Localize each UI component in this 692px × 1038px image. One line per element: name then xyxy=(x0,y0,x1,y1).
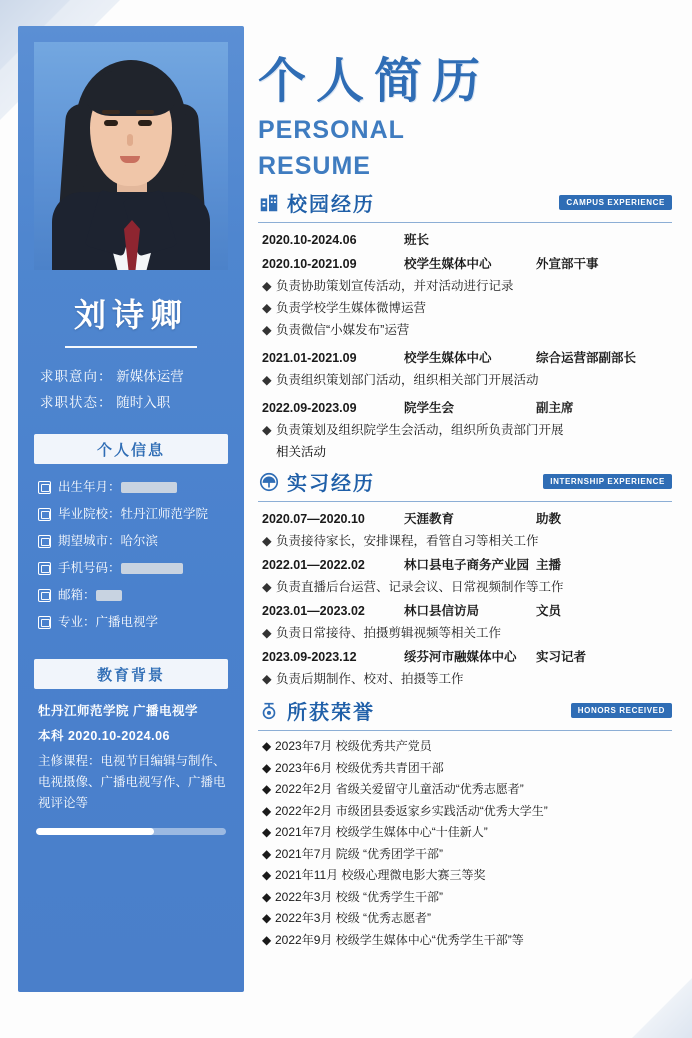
location-icon xyxy=(38,535,51,548)
bullet-text: 负责微信“小媒发布”运营 xyxy=(276,323,410,337)
job-status-label: 求职状态： xyxy=(40,395,113,410)
job-status-row xyxy=(40,390,228,416)
entry-date: 2021.01-2021.09 xyxy=(262,351,357,365)
internship-header xyxy=(258,467,672,496)
table-row xyxy=(262,347,672,369)
list-item xyxy=(262,297,672,319)
entry-role: 副主席 xyxy=(536,401,574,415)
diamond-bullet-icon: ◆ xyxy=(262,626,272,640)
bullet-text: 负责日常接待、拍摄剪辑视频等相关工作 xyxy=(276,626,502,640)
diamond-bullet-icon: ◆ xyxy=(262,911,272,925)
honors-tag: HONORS RECEIVED xyxy=(571,703,672,718)
table-row xyxy=(262,600,672,622)
bullet-text: 负责后期制作、校对、拍摄等工作 xyxy=(276,672,464,686)
entry-role xyxy=(536,229,672,251)
entry-role: 综合运营部副部长 xyxy=(536,351,637,365)
bullet-text: 负责协助策划宣传活动，并对活动进行记录 xyxy=(276,279,514,293)
section-internship-experience xyxy=(258,467,672,690)
honors-list xyxy=(258,736,672,951)
honors-divider xyxy=(258,730,672,731)
list-item xyxy=(262,369,672,391)
page-title-en-line2: RESUME xyxy=(258,152,371,180)
entry-org: 校学生媒体中心 xyxy=(404,351,492,365)
bullet-continuation: 相关活动 xyxy=(276,445,327,459)
diamond-bullet-icon: ◆ xyxy=(262,301,272,315)
page-title: 个人简历 xyxy=(258,55,491,108)
job-intent-value: 新媒体运营 xyxy=(116,369,184,384)
table-row xyxy=(262,397,672,419)
mail-icon xyxy=(38,589,51,602)
entry-role: 实习记者 xyxy=(536,650,587,664)
list-item xyxy=(262,865,672,887)
list-item xyxy=(262,908,672,930)
list-item xyxy=(262,576,672,598)
section-campus-experience xyxy=(258,188,672,463)
table-row xyxy=(262,229,672,251)
honor-text: 2022年2月 市级团县委返家乡实践活动“优秀大学生” xyxy=(275,803,548,818)
diamond-bullet-icon: ◆ xyxy=(262,760,272,775)
umbrella-icon xyxy=(258,471,280,493)
info-value: 广播电视学 xyxy=(95,615,159,629)
diamond-bullet-icon: ◆ xyxy=(262,373,272,387)
education-degree: 本科 2020.10-2024.06 xyxy=(38,729,171,743)
campus-tag: CAMPUS EXPERIENCE xyxy=(559,195,672,210)
school-icon xyxy=(38,508,51,521)
entry-date: 2020.07—2020.10 xyxy=(262,512,365,526)
list-item xyxy=(262,801,672,823)
courses-line1: 电视节目编辑与制作、 xyxy=(100,754,226,768)
entry-org: 林口县信访局 xyxy=(404,604,480,618)
entry-date: 2023.01—2023.02 xyxy=(262,604,365,618)
diamond-bullet-icon: ◆ xyxy=(262,932,272,947)
honor-text: 2023年7月 校级优秀共产党员 xyxy=(275,739,432,753)
table-row xyxy=(262,646,672,668)
info-value: 牡丹江师范学院 xyxy=(120,507,209,521)
decorative-corner-bottom-right xyxy=(632,978,692,1038)
candidate-name: 刘诗卿 xyxy=(73,297,188,333)
diamond-bullet-icon: ◆ xyxy=(262,423,272,437)
entry-role: 文员 xyxy=(536,604,562,618)
entry-date: 2022.09-2023.09 xyxy=(262,401,357,415)
skill-progress-bar xyxy=(36,828,226,835)
info-value: 哈尔滨 xyxy=(120,534,159,548)
info-row-email xyxy=(38,584,228,606)
info-label: 手机号码： xyxy=(58,561,121,575)
info-row-city xyxy=(38,530,228,552)
avatar xyxy=(34,42,228,270)
building-icon xyxy=(258,192,280,214)
info-label: 期望城市： xyxy=(58,534,121,548)
diamond-bullet-icon: ◆ xyxy=(262,803,272,818)
info-label: 专业： xyxy=(58,615,96,629)
diamond-bullet-icon: ◆ xyxy=(262,889,272,904)
bullet-text: 负责直播后台运营、记录会议、日常视频制作等工作 xyxy=(276,580,564,594)
job-intent-row xyxy=(40,364,228,390)
education-school: 牡丹江师范学院 广播电视学 xyxy=(38,704,198,718)
bullet-text: 负责组织策划部门活动，组织相关部门开展活动 xyxy=(276,373,539,387)
campus-divider xyxy=(258,222,672,223)
diamond-bullet-icon: ◆ xyxy=(262,323,272,337)
honor-text: 2021年7月 院级 “优秀团学干部” xyxy=(275,846,444,861)
personal-info-list xyxy=(34,476,228,633)
info-label: 邮箱： xyxy=(58,588,96,602)
diamond-bullet-icon: ◆ xyxy=(262,782,272,796)
internship-entries xyxy=(258,508,672,690)
main-content xyxy=(258,54,672,951)
entry-role: 助教 xyxy=(536,512,562,526)
diamond-bullet-icon: ◆ xyxy=(262,534,272,548)
medal-icon xyxy=(258,700,280,722)
list-item xyxy=(262,319,672,341)
entry-org: 绥芬河市融媒体中心 xyxy=(404,650,517,664)
list-item xyxy=(262,930,672,952)
phone-icon xyxy=(38,562,51,575)
entry-org: 校学生媒体中心 xyxy=(404,257,492,271)
entry-date: 2020.10-2021.09 xyxy=(262,257,357,271)
diamond-bullet-icon: ◆ xyxy=(262,672,272,686)
list-item xyxy=(262,275,672,297)
honor-text: 2023年6月 校级优秀共青团干部 xyxy=(275,760,444,775)
internship-title: 实习经历 xyxy=(287,473,375,495)
campus-header xyxy=(258,188,672,217)
diamond-bullet-icon: ◆ xyxy=(262,846,272,861)
bullet-text: 负责策划及组织院学生会活动，组织所负责部门开展 xyxy=(276,423,564,437)
entry-date: 2022.01—2022.02 xyxy=(262,558,365,572)
table-row xyxy=(262,253,672,275)
bullet-text: 负责学校学生媒体微博运营 xyxy=(276,301,427,315)
entry-org: 天涯教育 xyxy=(404,512,455,526)
entry-role: 主播 xyxy=(536,558,562,572)
internship-tag: INTERNSHIP EXPERIENCE xyxy=(543,474,672,489)
list-item xyxy=(262,779,672,801)
diamond-bullet-icon: ◆ xyxy=(262,279,272,293)
job-intent-label: 求职意向： xyxy=(40,369,113,384)
courses-line2: 电视摄像、广播电视写作、广播电 xyxy=(38,775,226,789)
honor-text: 2022年3月 校级 “优秀学生干部” xyxy=(275,889,444,904)
table-row xyxy=(262,508,672,530)
list-item xyxy=(262,887,672,909)
table-row xyxy=(262,554,672,576)
entry-org: 班长 xyxy=(404,233,430,247)
info-row-phone xyxy=(38,557,228,579)
internship-divider xyxy=(258,501,672,502)
honor-text: 2021年11月 校级心理微电影大赛三等奖 xyxy=(275,868,486,882)
list-item xyxy=(262,622,672,644)
name-underline xyxy=(65,346,197,348)
list-item xyxy=(262,844,672,866)
page-title-en-line1: PERSONAL xyxy=(258,116,405,144)
redacted-value xyxy=(96,590,122,601)
calendar-icon xyxy=(38,481,51,494)
book-icon xyxy=(38,616,51,629)
education-block xyxy=(34,701,228,814)
personal-info-section-title: 个人信息 xyxy=(34,434,228,464)
courses-label: 主修课程： xyxy=(38,754,101,768)
entry-role: 外宣部干事 xyxy=(536,257,599,271)
honor-text: 2022年9月 校级学生媒体中心“优秀学生干部”等 xyxy=(275,932,524,947)
entry-org: 院学生会 xyxy=(404,401,455,415)
bullet-text: 负责接待家长，安排课程，看管自习等相关工作 xyxy=(276,534,539,548)
diamond-bullet-icon: ◆ xyxy=(262,739,272,753)
entry-org: 林口县电子商务产业园 xyxy=(404,558,530,572)
section-honors xyxy=(258,696,672,951)
info-row-birth xyxy=(38,476,228,498)
honors-header xyxy=(258,696,672,725)
list-item xyxy=(262,419,672,441)
courses-line3: 视评论等 xyxy=(38,796,89,810)
sidebar xyxy=(18,26,244,992)
honor-text: 2021年7月 校级学生媒体中心“十佳新人” xyxy=(275,825,488,839)
entry-date: 2023.09-2023.12 xyxy=(262,650,357,664)
list-item xyxy=(262,530,672,552)
education-courses xyxy=(38,751,228,814)
list-item xyxy=(262,758,672,780)
info-row-school xyxy=(38,503,228,525)
entry-date: 2020.10-2024.06 xyxy=(262,233,357,247)
info-label: 出生年月： xyxy=(58,480,121,494)
campus-entries xyxy=(258,229,672,463)
redacted-value xyxy=(121,482,177,493)
education-section-title: 教育背景 xyxy=(34,659,228,689)
job-status-value: 随时入职 xyxy=(116,395,171,410)
honors-title: 所获荣誉 xyxy=(287,702,375,724)
campus-title: 校园经历 xyxy=(287,194,375,216)
honor-text: 2022年3月 校级 “优秀志愿者” xyxy=(275,911,432,925)
job-intent-block xyxy=(34,364,228,416)
redacted-value xyxy=(121,563,183,574)
list-item xyxy=(262,668,672,690)
diamond-bullet-icon: ◆ xyxy=(262,580,272,594)
honor-text: 2022年2月 省级关爱留守儿童活动“优秀志愿者” xyxy=(275,782,524,796)
list-item xyxy=(262,822,672,844)
diamond-bullet-icon: ◆ xyxy=(262,868,272,882)
diamond-bullet-icon: ◆ xyxy=(262,825,272,839)
info-label: 毕业院校： xyxy=(58,507,121,521)
list-item xyxy=(262,736,672,758)
info-row-major xyxy=(38,611,228,633)
